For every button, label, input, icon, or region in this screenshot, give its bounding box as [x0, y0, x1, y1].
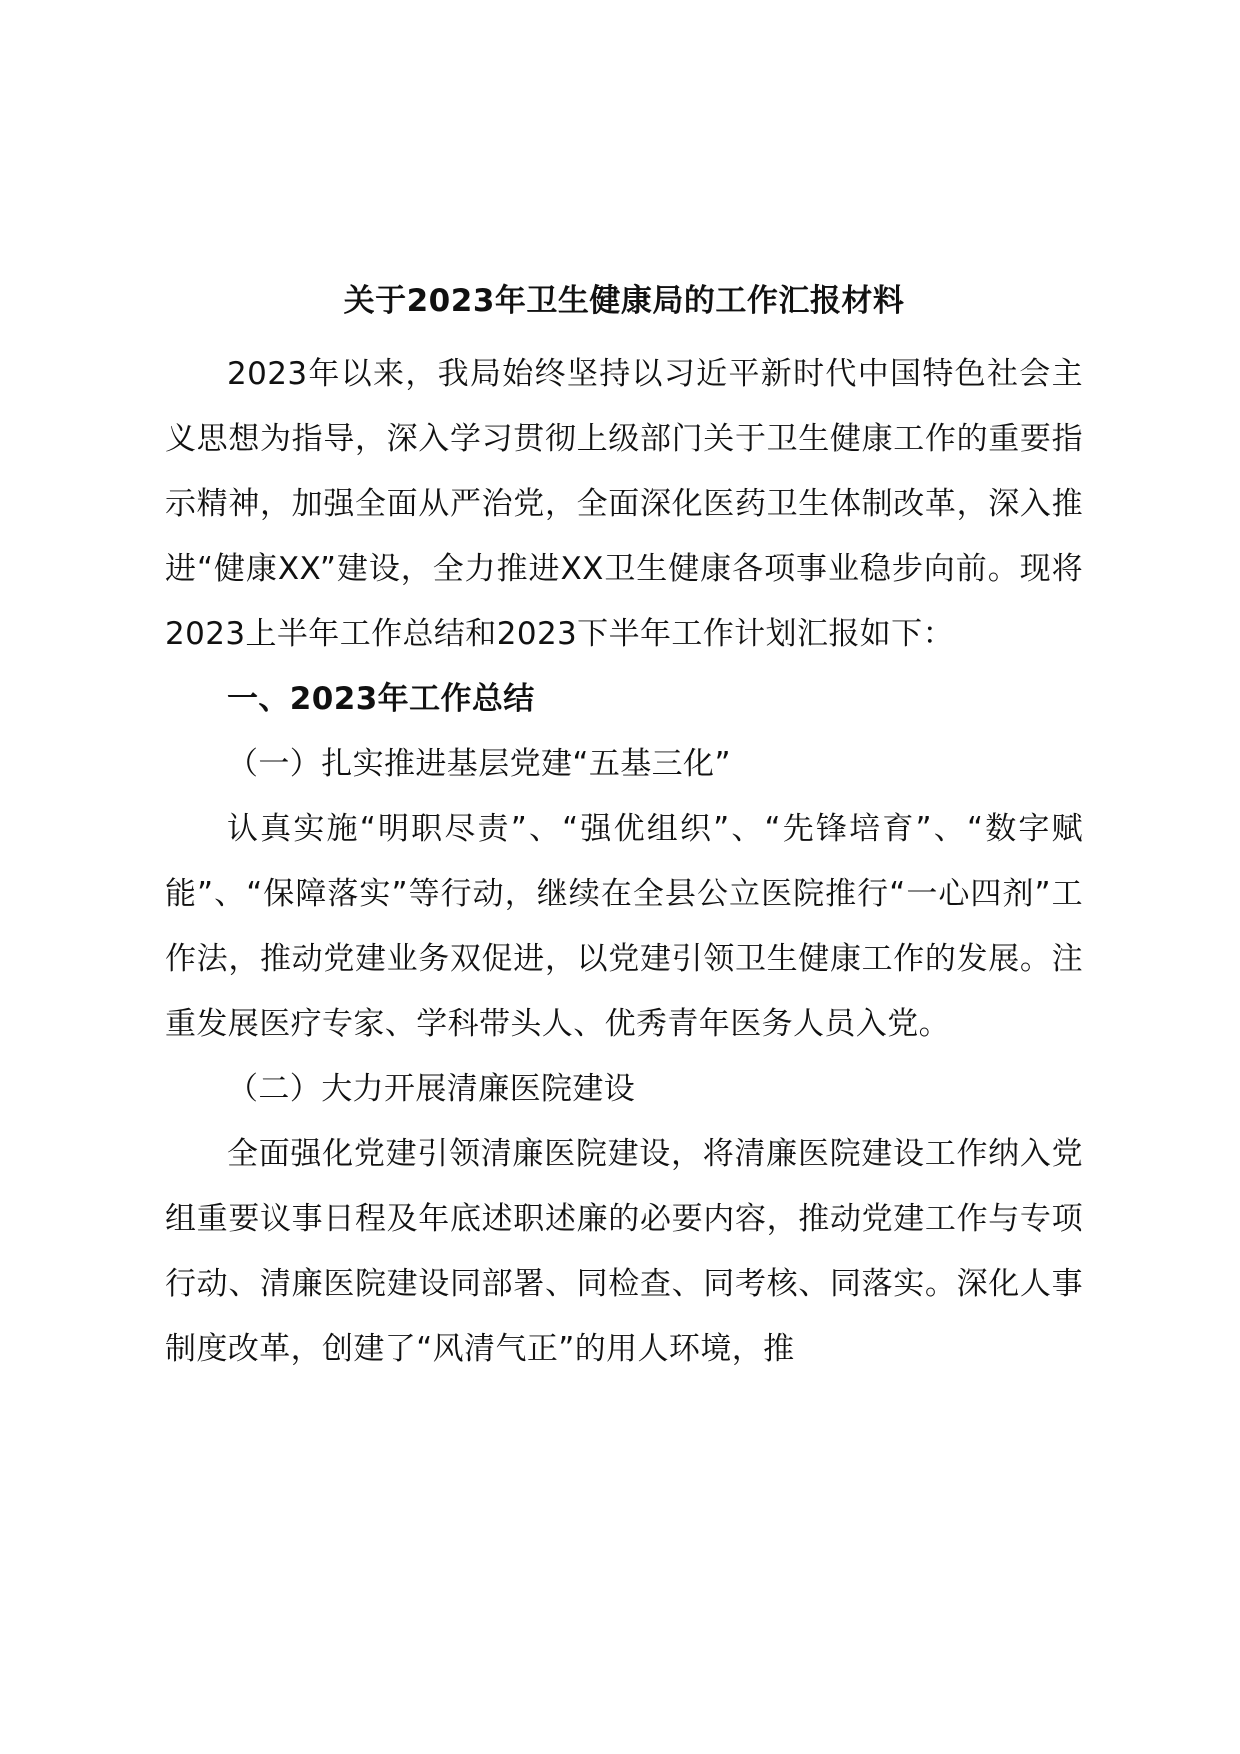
section-heading-summary: 一、2023年工作总结 — [227, 681, 535, 717]
document-content — [165, 276, 1083, 1382]
clean-hospital-paragraph: 全面强化党建引领清廉医院建设，将清廉医院建设工作纳入党组重要议事日程及年底述职述廉的必要内容，推动党建工作与专项行动、清廉医院建设同部署、同检查、同考核、同落实。深化人事制度改革，创建了“风清气正”的用人环境，推 — [165, 1136, 1083, 1367]
subsection-heading-party-building: （一）扎实推进基层党建“五基三化” — [227, 746, 731, 782]
document-title: 关于2023年卫生健康局的工作汇报材料 — [343, 283, 905, 319]
party-building-paragraph: 认真实施“明职尽责”、“强优组织”、“先锋培育”、“数字赋能”、“保障落实”等行动，继续在全县公立医院推行“一心四剂”工作法，推动党建业务双促进，以党建引领卫生健康工作的发展。注重发展医疗专家、学科带头人、优秀青年医务人员入党。 — [165, 811, 1083, 1042]
subsection-heading-clean-hospital: （二）大力开展清廉医院建设 — [227, 1071, 636, 1107]
intro-paragraph: 2023年以来，我局始终坚持以习近平新时代中国特色社会主义思想为指导，深入学习贯彻上级部门关于卫生健康工作的重要指示精神，加强全面从严治党，全面深化医药卫生体制改革，深入推进“健康XX”建设，全力推进XX卫生健康各项事业稳步向前。现将2023上半年工作总结和2023下半年工作计划汇报如下： — [165, 356, 1083, 652]
